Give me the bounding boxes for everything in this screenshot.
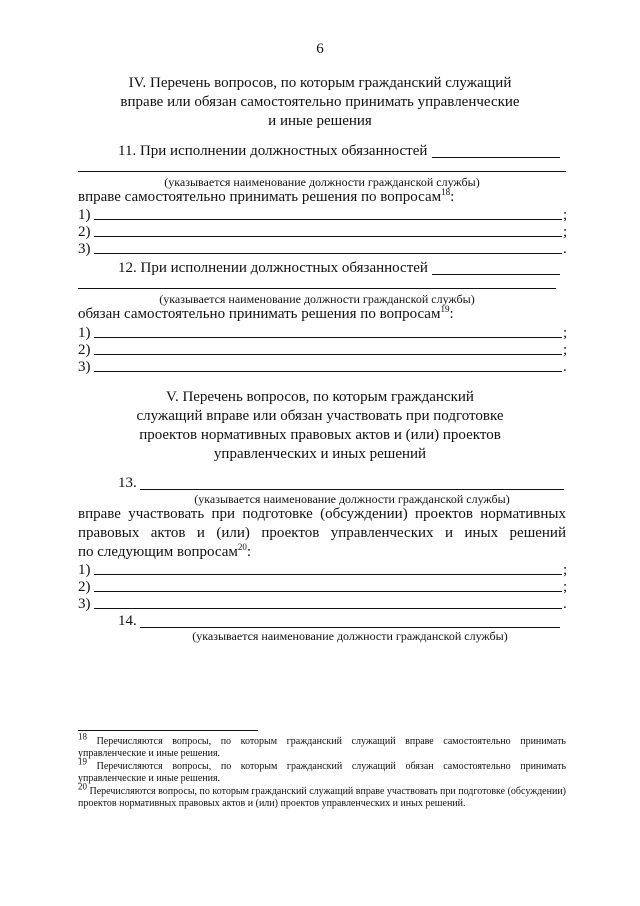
footnote-ref-20: 20 — [237, 542, 247, 552]
list-12-number-1: 1) — [78, 325, 91, 341]
item-13-position-blank[interactable] — [140, 489, 564, 490]
section-5-heading-line-1: V. Перечень вопросов, по которым гражданский — [166, 389, 474, 405]
item-12-lead: обязан самостоятельно принимать решения по вопросам$^{19}$: — [78, 304, 454, 322]
footnote-separator — [78, 730, 258, 731]
list-12-number-2: 2) — [78, 342, 91, 358]
item-14-number: 14. — [118, 613, 137, 629]
item-13-para-line-1: вправе участвовать при подготовке (обсуждении) проектов нормативных — [78, 506, 566, 522]
footnote-20: $^{20}$ Перечисляются вопросы, по которым гражданский служащий вправе участвовать при подготовке (обсуждении) проектов нормативных правовых актов и (или) проектов управленческих и иных решений. — [78, 781, 567, 809]
list-11-number-1: 1) — [78, 207, 91, 223]
footnote-20-ref: 20 — [78, 781, 87, 792]
list-11-blank-2[interactable] — [94, 236, 562, 237]
list-11-blank-1[interactable] — [94, 219, 562, 220]
item-13-caption: (указывается наименование должности гражданской службы) — [194, 492, 510, 506]
section-5-heading-line-3: проектов нормативных правовых актов и (или) проектов — [139, 427, 501, 443]
footnote-ref-19: 19 — [440, 304, 450, 314]
list-12-semicolon-1: ; — [563, 325, 568, 341]
list-12-dot-3: . — [563, 359, 567, 375]
item-13-para-line-2: правовых актов и (или) проектов управленческих и иных решений — [78, 525, 566, 541]
footnote-18-ref: 18 — [78, 731, 87, 742]
item-13-number: 13. — [118, 475, 137, 491]
list-13-number-3: 3) — [78, 596, 91, 612]
item-11-position-blank-2[interactable] — [78, 171, 566, 172]
footnote-19-ref: 19 — [78, 756, 87, 767]
item-12-position-blank-2[interactable] — [78, 288, 556, 289]
item-13-para-line-3: по следующим вопросам$^{20}$: — [78, 542, 252, 560]
list-13-blank-2[interactable] — [94, 591, 562, 592]
page-number: 6 — [316, 41, 324, 57]
footnote-19: $^{19}$ Перечисляются вопросы, по которым гражданский служащий обязан самостоятельно принимать управленческие и иные решения. — [78, 756, 566, 784]
footnote-18: $^{18}$ Перечисляются вопросы, по которым гражданский служащий вправе самостоятельно принимать управленческие и иные решения. — [78, 731, 566, 759]
list-12-number-3: 3) — [78, 359, 91, 375]
list-11-semicolon-1: ; — [563, 207, 568, 223]
list-12-semicolon-2: ; — [563, 342, 568, 358]
list-13-number-2: 2) — [78, 579, 91, 595]
section-4-heading-line-3: и иные решения — [268, 113, 372, 129]
list-11-number-2: 2) — [78, 224, 91, 240]
item-11-lead: вправе самостоятельно принимать решения по вопросам$^{18}$: — [78, 187, 455, 205]
item-14-caption: (указывается наименование должности гражданской службы) — [192, 629, 508, 643]
item-14-position-blank[interactable] — [140, 627, 560, 628]
item-12-position-blank[interactable] — [432, 274, 560, 275]
item-11-position-blank[interactable] — [432, 157, 560, 158]
section-5-heading-line-2: служащий вправе или обязан участвовать при подготовке — [136, 408, 504, 424]
list-12-blank-1[interactable] — [94, 337, 562, 338]
footnote-ref-18: 18 — [441, 187, 451, 197]
item-11-text: 11. При исполнении должностных обязанностей — [118, 143, 428, 159]
section-4-heading-line-1: IV. Перечень вопросов, по которым гражданский служащий — [128, 75, 512, 91]
list-13-dot-3: . — [563, 596, 567, 612]
list-13-number-1: 1) — [78, 562, 91, 578]
item-11-caption: (указывается наименование должности гражданской службы) — [164, 175, 480, 189]
item-12-text: 12. При исполнении должностных обязанностей — [118, 260, 428, 276]
list-11-blank-3[interactable] — [94, 253, 562, 254]
list-13-semicolon-2: ; — [563, 579, 568, 595]
list-11-semicolon-2: ; — [563, 224, 568, 240]
item-12-caption: (указывается наименование должности гражданской службы) — [159, 292, 475, 306]
section-4-heading-line-2: вправе или обязан самостоятельно принимать управленческие — [120, 94, 520, 110]
list-13-semicolon-1: ; — [563, 562, 568, 578]
list-11-number-3: 3) — [78, 241, 91, 257]
list-13-blank-3[interactable] — [94, 608, 562, 609]
list-11-dot-3: . — [563, 241, 567, 257]
section-5-heading-line-4: управленческих и иных решений — [213, 446, 427, 462]
list-12-blank-2[interactable] — [94, 354, 562, 355]
list-12-blank-3[interactable] — [94, 371, 562, 372]
list-13-blank-1[interactable] — [94, 574, 562, 575]
